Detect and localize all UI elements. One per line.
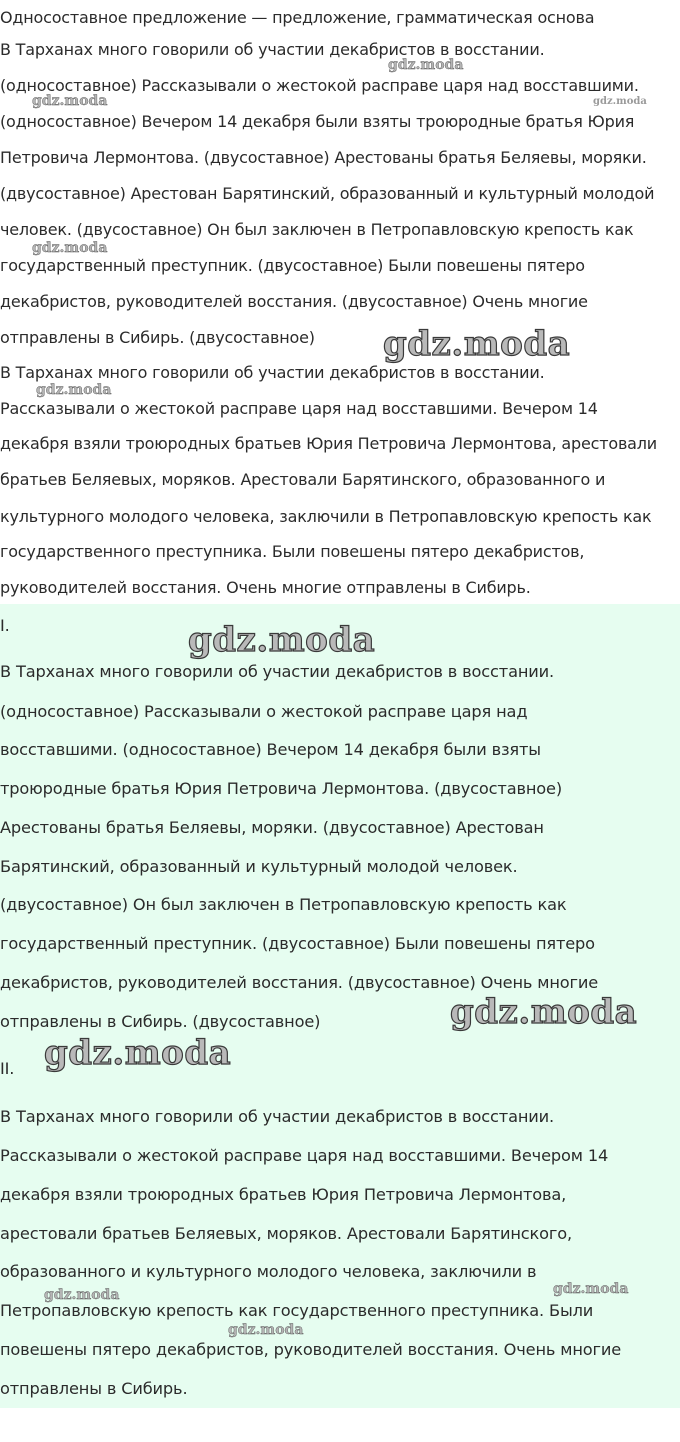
- intro-line: В Тарханах много говорили об участии декабристов в восстании.: [0, 363, 545, 382]
- answer-line: В Тарханах много говорили об участии декабристов в восстании.: [0, 1107, 555, 1126]
- watermark: gdz.moda: [32, 93, 108, 109]
- answer-line: Арестованы братья Беляевы, моряки. (двусоставное) Арестован: [0, 818, 544, 837]
- watermark: gdz.moda: [553, 1281, 629, 1297]
- intro-line: братьев Беляевых, моряков. Арестовали Барятинского, образованного и: [0, 470, 606, 489]
- watermark: gdz.moda: [593, 96, 647, 107]
- watermark: gdz.moda: [44, 1287, 120, 1303]
- answer-line: восставшими. (односоставное) Вечером 14 декабря были взяты: [0, 740, 541, 759]
- answer-line: Барятинский, образованный и культурный молодой человек.: [0, 857, 518, 876]
- intro-line: В Тарханах много говорили об участии декабристов в восстании.: [0, 40, 545, 59]
- intro-line: Петровича Лермонтова. (двусоставное) Арестованы братья Беляевы, моряки.: [0, 148, 647, 167]
- intro-line: Односоставное предложение — предложение, грамматическая основа: [0, 8, 595, 27]
- answer-line: троюродные братья Юрия Петровича Лермонтова. (двусоставное): [0, 779, 563, 798]
- answer-line: образованного и культурного молодого человека, заключили в: [0, 1262, 537, 1281]
- watermark: gdz.moda: [188, 620, 376, 660]
- watermark: gdz.moda: [388, 57, 464, 73]
- intro-line: декабря взяли троюродных братьев Юрия Петровича Лермонтова, арестовали: [0, 434, 658, 453]
- intro-line: культурного молодого человека, заключили в Петропавловскую крепость как: [0, 507, 652, 526]
- answer-line: арестовали братьев Беляевых, моряков. Арестовали Барятинского,: [0, 1224, 573, 1243]
- intro-line: государственный преступник. (двусоставное) Были повешены пятеро: [0, 256, 585, 275]
- intro-line: отправлены в Сибирь. (двусоставное): [0, 328, 315, 347]
- answer-line: декабря взяли троюродных братьев Юрия Петровича Лермонтова,: [0, 1185, 567, 1204]
- intro-line: декабристов, руководителей восстания. (двусоставное) Очень многие: [0, 292, 588, 311]
- watermark: gdz.moda: [44, 1033, 232, 1073]
- answer-line: В Тарханах много говорили об участии декабристов в восстании.: [0, 662, 555, 681]
- intro-line: человек. (двусоставное) Он был заключен в Петропавловскую крепость как: [0, 220, 634, 239]
- intro-line: государственного преступника. Были повешены пятеро декабристов,: [0, 542, 585, 561]
- intro-line: (односоставное) Рассказывали о жестокой расправе царя над восставшими.: [0, 76, 639, 95]
- answer-line: повешены пятеро декабристов, руководителей восстания. Очень многие: [0, 1340, 622, 1359]
- answer-line: Рассказывали о жестокой расправе царя над восставшими. Вечером 14: [0, 1146, 609, 1165]
- answer-line: (односоставное) Рассказывали о жестокой расправе царя над: [0, 702, 528, 721]
- intro-line: (односоставное) Вечером 14 декабря были взяты троюродные братья Юрия: [0, 112, 635, 131]
- intro-line: Рассказывали о жестокой расправе царя над восставшими. Вечером 14: [0, 399, 598, 418]
- answer-line: отправлены в Сибирь. (двусоставное): [0, 1012, 321, 1031]
- intro-line: (двусоставное) Арестован Барятинский, образованный и культурный молодой: [0, 184, 655, 203]
- part-1-label: I.: [0, 616, 10, 635]
- watermark: gdz.moda: [383, 324, 571, 364]
- answer-line: (двусоставное) Он был заключен в Петропавловскую крепость как: [0, 895, 567, 914]
- watermark: gdz.moda: [32, 240, 108, 256]
- answer-line: государственный преступник. (двусоставное) Были повешены пятеро: [0, 934, 595, 953]
- watermark: gdz.moda: [228, 1322, 304, 1338]
- answer-line: Петропавловскую крепость как государственного преступника. Были: [0, 1301, 594, 1320]
- answer-line: отправлены в Сибирь.: [0, 1379, 188, 1398]
- watermark: gdz.moda: [36, 382, 112, 398]
- answer-line: декабристов, руководителей восстания. (двусоставное) Очень многие: [0, 973, 599, 992]
- answer-block: [0, 604, 680, 1408]
- watermark: gdz.moda: [450, 992, 638, 1032]
- part-2-label: II.: [0, 1059, 15, 1078]
- intro-line: руководителей восстания. Очень многие отправлены в Сибирь.: [0, 578, 531, 597]
